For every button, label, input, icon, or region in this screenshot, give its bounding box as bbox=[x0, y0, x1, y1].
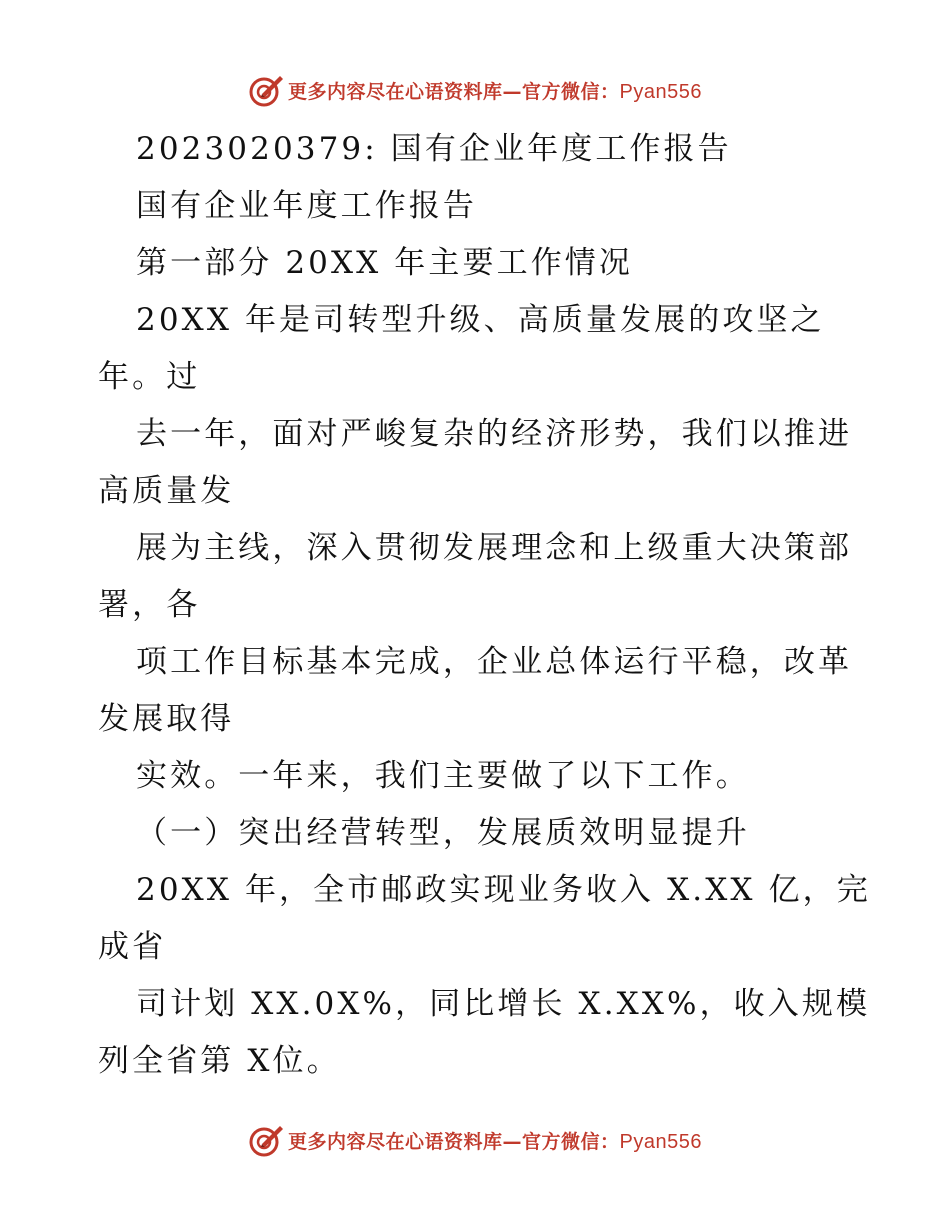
text-line: 项工作目标基本完成，企业总体运行平稳，改革 bbox=[136, 644, 853, 680]
text-line: 发展取得 bbox=[98, 701, 235, 737]
text-line: 署，各 bbox=[98, 587, 201, 623]
document-title-line: 2023020379: 国有企业年度工作报告 bbox=[136, 131, 732, 167]
watermark-wechat-id: Pyan556 bbox=[619, 1130, 702, 1153]
pen-logo-icon bbox=[248, 72, 284, 108]
pen-logo-icon bbox=[248, 1122, 284, 1158]
document-body bbox=[0, 121, 950, 1090]
text-line: 实效。一年来，我们主要做了以下工作。 bbox=[136, 758, 750, 794]
text-line: 成省 bbox=[98, 929, 167, 965]
header-watermark bbox=[0, 70, 950, 110]
text-line: 年。过 bbox=[98, 359, 201, 395]
text-line: 列全省第 X位。 bbox=[98, 1043, 341, 1079]
watermark-wechat-id: Pyan556 bbox=[619, 80, 702, 103]
watermark-prefix: 更多内容尽在心语资料库—官方微信： bbox=[288, 80, 620, 103]
text-line: 20XX 年是司转型升级、高质量发展的攻坚之 bbox=[136, 302, 825, 338]
watermark-text bbox=[288, 1127, 702, 1154]
subsection-heading-line: （一）突出经营转型，发展质效明显提升 bbox=[136, 815, 750, 851]
watermark-text bbox=[288, 77, 702, 104]
text-line: 高质量发 bbox=[98, 473, 235, 509]
report-title-line: 国有企业年度工作报告 bbox=[136, 188, 477, 224]
text-line: 20XX 年，全市邮政实现业务收入 X.XX 亿，完 bbox=[136, 872, 871, 908]
section-heading-line: 第一部分 20XX 年主要工作情况 bbox=[136, 245, 633, 281]
text-line: 展为主线，深入贯彻发展理念和上级重大决策部 bbox=[136, 530, 853, 566]
watermark-prefix: 更多内容尽在心语资料库—官方微信： bbox=[288, 1130, 620, 1153]
footer-watermark bbox=[0, 1120, 950, 1160]
text-line: 司计划 XX.0X%，同比增长 X.XX%，收入规模 bbox=[136, 986, 871, 1022]
text-line: 去一年，面对严峻复杂的经济形势，我们以推进 bbox=[136, 416, 853, 452]
